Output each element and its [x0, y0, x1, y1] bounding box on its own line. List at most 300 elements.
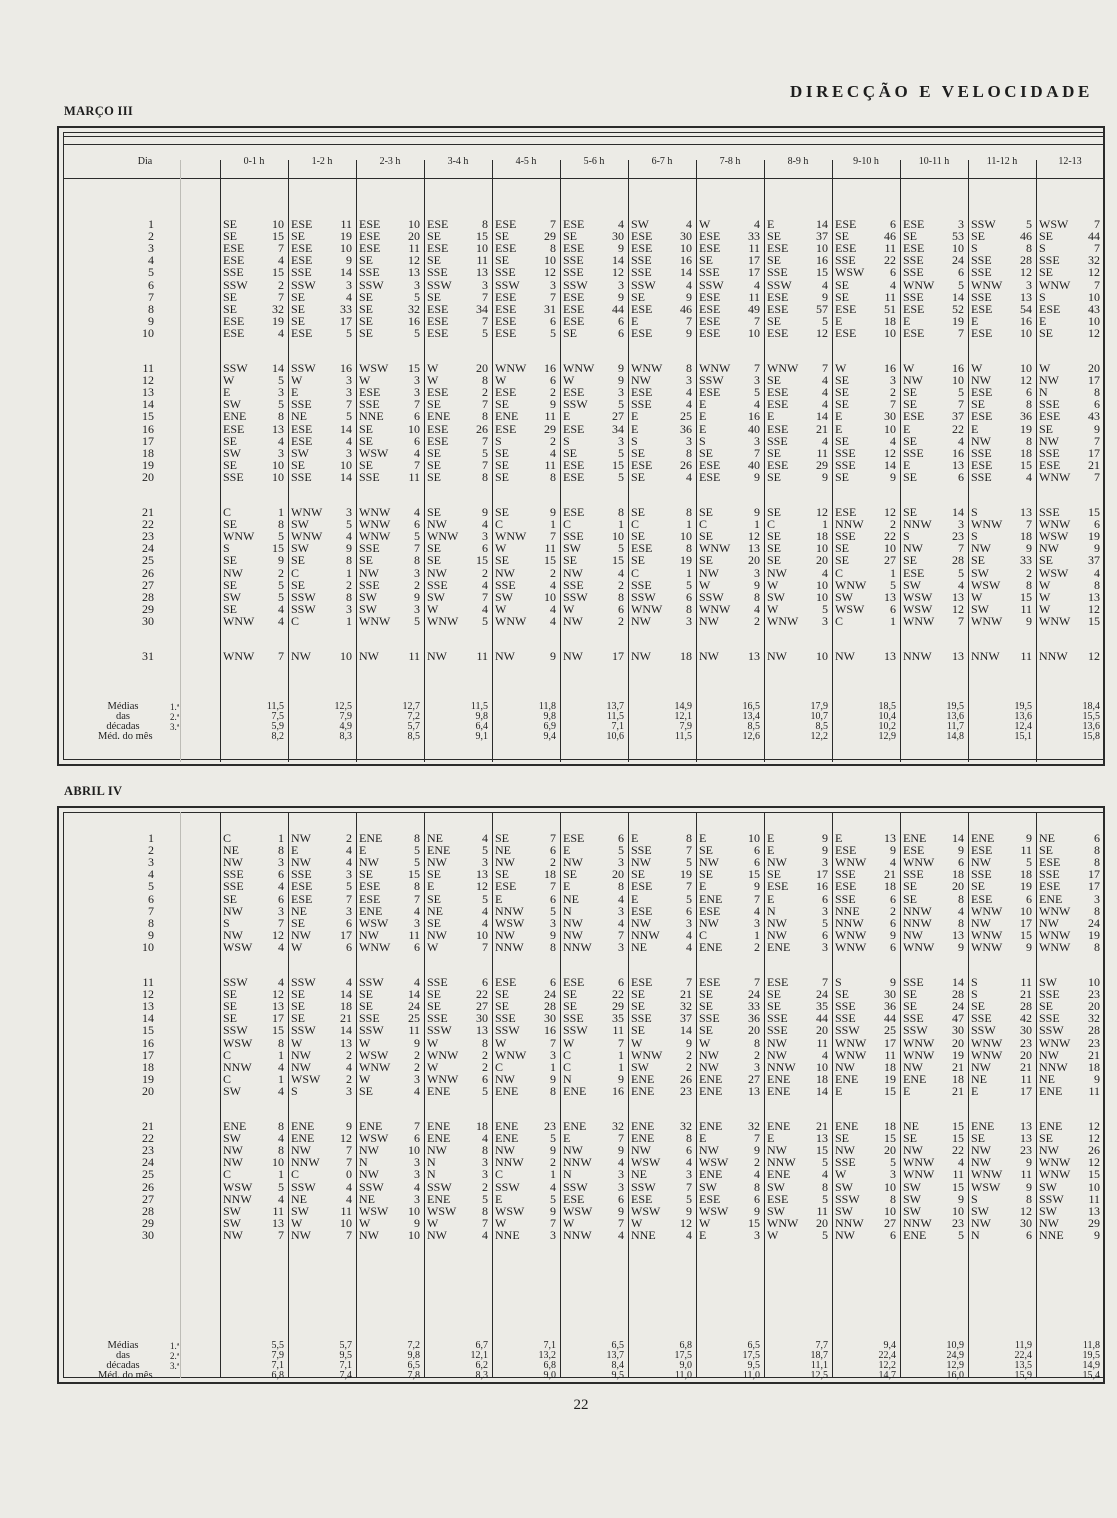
wind-speed: 4	[278, 613, 284, 628]
wind-speed: 19	[1020, 879, 1032, 894]
wind-direction: ESE	[767, 301, 789, 316]
wind-speed: 9	[414, 1035, 420, 1050]
wind-direction: SE	[903, 505, 918, 519]
average-value: 8,5	[747, 721, 760, 732]
wind-direction: NW	[631, 855, 651, 870]
wind-direction: SSE	[903, 253, 924, 268]
wind-direction: C	[223, 1071, 232, 1086]
wind-speed: 9	[958, 1191, 964, 1206]
wind-speed: 8	[754, 1179, 760, 1194]
wind-direction: SE	[563, 987, 578, 1002]
wind-direction: SE	[971, 397, 986, 412]
wind-direction: NE	[631, 1167, 647, 1182]
wind-speed: 9	[890, 469, 896, 484]
wind-speed: 6	[1026, 1227, 1032, 1242]
wind-direction: WSW	[631, 1155, 661, 1170]
wind-speed: 10	[1020, 903, 1032, 918]
wind-speed: 6	[414, 517, 420, 532]
wind-speed: 4	[482, 601, 488, 616]
wind-direction: ESE	[699, 325, 721, 340]
wind-speed: 7	[414, 457, 420, 472]
average-value: 9,5	[339, 1350, 352, 1361]
wind-direction: SSW	[223, 277, 248, 292]
wind-speed: 10	[952, 373, 964, 388]
wind-speed: 44	[816, 1011, 828, 1026]
wind-speed: 6	[754, 1191, 760, 1206]
wind-speed: 9	[958, 843, 964, 858]
wind-speed: 23	[1020, 1035, 1032, 1050]
wind-speed: 7	[1094, 277, 1100, 292]
wind-speed: 3	[346, 1083, 352, 1098]
wind-speed: 2	[278, 277, 284, 292]
wind-speed: 24	[952, 253, 964, 268]
wind-direction: ESE	[1039, 879, 1061, 894]
wind-direction: SE	[427, 229, 442, 244]
day-number: 2	[148, 843, 154, 858]
wind-speed: 19	[1088, 927, 1100, 942]
wind-direction: WNW	[835, 1035, 867, 1050]
wind-speed: 3	[278, 903, 284, 918]
wind-speed: 29	[816, 457, 828, 472]
wind-direction: ESE	[291, 879, 313, 894]
wind-direction: WNW	[631, 601, 663, 616]
wind-direction: ENE	[1039, 1119, 1063, 1133]
wind-direction: WSW	[1039, 565, 1069, 580]
wind-direction: NW	[699, 1059, 719, 1074]
wind-direction: WSW	[699, 1155, 729, 1170]
wind-direction: SE	[903, 999, 918, 1014]
wind-direction: ESE	[563, 241, 585, 256]
wind-speed: 13	[272, 1215, 284, 1230]
wind-direction: SW	[631, 1059, 649, 1074]
wind-speed: 4	[686, 469, 692, 484]
wind-speed: 21	[1020, 1059, 1032, 1074]
wind-speed: 36	[1020, 409, 1032, 424]
wind-speed: 3	[686, 613, 692, 628]
wind-direction: C	[835, 565, 844, 580]
header-hour: 0-1 h	[243, 156, 265, 167]
wind-speed: 6	[1094, 397, 1100, 412]
wind-speed: 4	[414, 975, 420, 989]
march-month-label: MARÇO III	[64, 104, 134, 118]
wind-direction: NW	[291, 1143, 311, 1158]
wind-direction: ENE	[495, 1131, 519, 1146]
wind-speed: 8	[482, 217, 488, 231]
wind-direction: SE	[495, 457, 510, 472]
wind-speed: 3	[550, 915, 556, 930]
average-bracket: 3.ª	[170, 722, 180, 732]
wind-direction: ENE	[291, 1131, 315, 1146]
wind-direction: SE	[291, 301, 306, 316]
wind-speed: 15	[952, 1131, 964, 1146]
wind-speed: 22	[952, 421, 964, 436]
wind-direction: SE	[971, 553, 986, 568]
wind-speed: 3	[346, 867, 352, 882]
wind-speed: 4	[686, 1155, 692, 1170]
wind-speed: 4	[890, 855, 896, 870]
wind-speed: 4	[278, 939, 284, 954]
wind-direction: SW	[427, 589, 445, 604]
wind-direction: NNE	[495, 1227, 520, 1242]
wind-speed: 35	[816, 999, 828, 1014]
wind-direction: W	[971, 589, 983, 604]
wind-speed: 6	[618, 313, 624, 328]
wind-direction: N	[427, 1155, 436, 1170]
header-hour: 7-8 h	[719, 156, 741, 167]
wind-direction: WNW	[835, 855, 867, 870]
wind-direction: SE	[699, 1023, 714, 1038]
day-number: 28	[142, 1203, 154, 1218]
wind-direction: WNW	[223, 613, 255, 628]
wind-speed: 24	[408, 999, 420, 1014]
wind-direction: ESE	[699, 385, 721, 400]
wind-direction: ESE	[903, 409, 925, 424]
wind-direction: ENE	[427, 1119, 451, 1133]
day-number: 20	[142, 1083, 154, 1098]
wind-direction: SE	[495, 987, 510, 1002]
wind-speed: 20	[952, 1035, 964, 1050]
wind-direction: SW	[223, 1131, 241, 1146]
wind-speed: 54	[1020, 301, 1032, 316]
wind-direction: E	[291, 385, 299, 400]
wind-speed: 6	[278, 867, 284, 882]
wind-speed: 10	[1020, 325, 1032, 340]
wind-speed: 14	[884, 457, 896, 472]
wind-speed: 28	[1020, 999, 1032, 1014]
wind-speed: 9	[618, 1203, 624, 1218]
wind-speed: 2	[754, 1155, 760, 1170]
wind-direction: WNW	[1039, 903, 1071, 918]
wind-direction: ESE	[1039, 301, 1061, 316]
wind-speed: 11	[748, 289, 760, 304]
wind-speed: 3	[1094, 891, 1100, 906]
wind-speed: 16	[748, 409, 760, 424]
wind-speed: 17	[612, 649, 624, 663]
wind-speed: 1	[890, 565, 896, 580]
wind-speed: 7	[278, 915, 284, 930]
wind-direction: SSE	[767, 265, 788, 280]
wind-speed: 23	[544, 1119, 556, 1133]
wind-speed: 6	[890, 891, 896, 906]
wind-direction: SE	[359, 301, 374, 316]
wind-speed: 16	[1020, 313, 1032, 328]
wind-direction: NNW	[563, 939, 592, 954]
wind-direction: NW	[971, 915, 991, 930]
wind-speed: 2	[414, 577, 420, 592]
wind-speed: 8	[414, 879, 420, 894]
wind-direction: ESE	[631, 541, 653, 556]
wind-speed: 37	[952, 409, 964, 424]
wind-speed: 15	[272, 265, 284, 280]
wind-direction: NW	[767, 1143, 787, 1158]
wind-direction: ENE	[563, 1119, 587, 1133]
wind-direction: W	[359, 1071, 371, 1086]
wind-direction: SSE	[971, 253, 992, 268]
wind-direction: SSE	[835, 457, 856, 472]
wind-speed: 9	[414, 1215, 420, 1230]
wind-speed: 11	[544, 409, 556, 424]
wind-direction: NW	[1039, 915, 1059, 930]
wind-speed: 4	[278, 253, 284, 268]
wind-direction: NW	[631, 1143, 651, 1158]
wind-direction: E	[835, 421, 843, 436]
wind-direction: SSE	[1039, 397, 1060, 412]
wind-direction: SW	[1039, 1179, 1057, 1194]
wind-direction: W	[359, 1215, 371, 1230]
wind-speed: 5	[482, 1083, 488, 1098]
wind-speed: 30	[612, 229, 624, 244]
wind-speed: 4	[686, 217, 692, 231]
wind-speed: 30	[952, 1023, 964, 1038]
wind-speed: 10	[272, 1155, 284, 1170]
wind-speed: 7	[822, 361, 828, 375]
wind-direction: NW	[563, 1143, 583, 1158]
wind-speed: 7	[414, 541, 420, 556]
wind-direction: SE	[223, 457, 238, 472]
wind-direction: SSE	[359, 1011, 380, 1026]
wind-speed: 5	[346, 325, 352, 340]
wind-speed: 3	[346, 445, 352, 460]
wind-direction: W	[1039, 601, 1051, 616]
wind-direction: SW	[835, 1179, 853, 1194]
wind-speed: 32	[680, 999, 692, 1014]
wind-speed: 17	[1088, 879, 1100, 894]
wind-direction: WSW	[359, 1203, 389, 1218]
wind-direction: ENE	[631, 1083, 655, 1098]
wind-speed: 6	[550, 843, 556, 858]
wind-speed: 9	[822, 843, 828, 858]
wind-speed: 8	[414, 553, 420, 568]
wind-direction: SE	[767, 469, 782, 484]
wind-speed: 3	[618, 433, 624, 448]
wind-direction: WNW	[903, 1035, 935, 1050]
wind-speed: 12	[1020, 265, 1032, 280]
wind-speed: 12	[272, 987, 284, 1002]
wind-direction: E	[699, 1131, 707, 1146]
wind-speed: 53	[952, 229, 964, 244]
wind-direction: NE	[971, 1071, 987, 1086]
wind-direction: SSE	[427, 265, 448, 280]
wind-speed: 9	[890, 975, 896, 989]
average-value: 6,5	[407, 1360, 420, 1371]
wind-direction: SE	[903, 469, 918, 484]
wind-speed: 4	[550, 577, 556, 592]
wind-direction: SSW	[699, 373, 724, 388]
wind-speed: 5	[1026, 855, 1032, 870]
day-number: 25	[142, 1167, 154, 1182]
wind-direction: ESE	[359, 217, 381, 231]
wind-speed: 4	[346, 529, 352, 544]
average-value: 11,7	[946, 721, 964, 732]
wind-speed: 18	[476, 1119, 488, 1133]
wind-direction: W	[291, 1215, 303, 1230]
wind-direction: ESE	[699, 313, 721, 328]
wind-direction: E	[835, 409, 843, 424]
wind-direction: W	[563, 601, 575, 616]
wind-direction: NW	[495, 565, 515, 580]
wind-direction: SE	[291, 553, 306, 568]
wind-direction: SSE	[631, 397, 652, 412]
wind-direction: ESE	[699, 469, 721, 484]
wind-speed: 15	[1020, 457, 1032, 472]
wind-speed: 10	[884, 1179, 896, 1194]
april-month-label: ABRIL IV	[64, 784, 123, 798]
wind-direction: SE	[835, 987, 850, 1002]
wind-direction: SE	[903, 397, 918, 412]
wind-speed: 13	[272, 999, 284, 1014]
wind-speed: 9	[754, 577, 760, 592]
wind-direction: WSW	[223, 1035, 253, 1050]
wind-speed: 5	[482, 843, 488, 858]
wind-speed: 7	[278, 289, 284, 304]
wind-speed: 4	[754, 601, 760, 616]
wind-direction: SE	[767, 445, 782, 460]
wind-direction: W	[495, 373, 507, 388]
wind-direction: C	[495, 1059, 504, 1074]
wind-speed: 8	[1026, 241, 1032, 256]
wind-direction: ESE	[223, 325, 245, 340]
wind-direction: NNW	[835, 1215, 864, 1230]
wind-direction: E	[903, 421, 911, 436]
wind-speed: 49	[748, 301, 760, 316]
wind-speed: 20	[1088, 999, 1100, 1014]
wind-direction: ENE	[903, 1071, 927, 1086]
average-value: 6,8	[679, 1340, 692, 1351]
wind-direction: ENE	[767, 1071, 791, 1086]
wind-direction: SSW	[291, 975, 316, 989]
column-divider	[180, 160, 181, 762]
wind-speed: 6	[346, 939, 352, 954]
wind-speed: 13	[748, 1083, 760, 1098]
wind-speed: 12	[680, 1215, 692, 1230]
wind-speed: 23	[952, 529, 964, 544]
wind-speed: 13	[1020, 1131, 1032, 1146]
wind-direction: WNW	[427, 1071, 459, 1086]
wind-direction: SE	[223, 999, 238, 1014]
wind-direction: SSE	[359, 577, 380, 592]
wind-direction: WSW	[359, 915, 389, 930]
wind-speed: 8	[414, 831, 420, 845]
wind-speed: 11	[884, 1047, 896, 1062]
wind-direction: ESE	[563, 421, 585, 436]
wind-direction: ENE	[699, 1167, 723, 1182]
wind-speed: 4	[618, 217, 624, 231]
wind-direction: NNW	[563, 1155, 592, 1170]
wind-speed: 28	[952, 987, 964, 1002]
wind-speed: 5	[278, 577, 284, 592]
wind-direction: WNW	[903, 613, 935, 628]
wind-speed: 30	[544, 1011, 556, 1026]
wind-speed: 3	[550, 1047, 556, 1062]
wind-direction: WNW	[835, 927, 867, 942]
wind-direction: SSW	[563, 1179, 588, 1194]
wind-direction: WNW	[359, 529, 391, 544]
wind-direction: NW	[835, 649, 855, 663]
wind-speed: 9	[278, 553, 284, 568]
average-value: 13,6	[1082, 721, 1100, 732]
wind-direction: SE	[291, 577, 306, 592]
wind-speed: 4	[346, 433, 352, 448]
wind-direction: SE	[835, 385, 850, 400]
wind-speed: 12	[272, 927, 284, 942]
wind-speed: 17	[1088, 445, 1100, 460]
wind-direction: NW	[563, 613, 583, 628]
wind-direction: SSW	[427, 1179, 452, 1194]
wind-direction: NW	[767, 649, 787, 663]
wind-direction: SW	[903, 1179, 921, 1194]
wind-speed: 30	[476, 1011, 488, 1026]
wind-direction: SSE	[563, 529, 584, 544]
wind-speed: 52	[952, 301, 964, 316]
wind-direction: SSE	[903, 445, 924, 460]
average-value: 5,7	[339, 1340, 352, 1351]
average-value: 10,2	[878, 721, 896, 732]
wind-speed: 9	[1026, 1179, 1032, 1194]
wind-direction: SW	[223, 1215, 241, 1230]
wind-direction: SE	[427, 505, 442, 519]
wind-speed: 6	[482, 541, 488, 556]
wind-direction: SSE	[1039, 1011, 1060, 1026]
average-value: 6,7	[475, 1340, 488, 1351]
wind-speed: 6	[1094, 831, 1100, 845]
wind-direction: ESE	[291, 433, 313, 448]
wind-direction: ESE	[563, 313, 585, 328]
wind-direction: ESE	[427, 301, 449, 316]
average-value: 12,9	[946, 1360, 964, 1371]
wind-direction: W	[1039, 361, 1051, 375]
wind-speed: 4	[346, 1059, 352, 1074]
wind-direction: WSW	[495, 1203, 525, 1218]
wind-speed: 27	[884, 1215, 896, 1230]
wind-direction: NE	[1039, 831, 1055, 845]
wind-speed: 10	[884, 541, 896, 556]
wind-speed: 17	[1020, 1083, 1032, 1098]
wind-direction: SE	[631, 529, 646, 544]
wind-speed: 4	[754, 903, 760, 918]
wind-direction: SE	[699, 999, 714, 1014]
wind-speed: 6	[414, 1131, 420, 1146]
wind-speed: 4	[822, 565, 828, 580]
wind-direction: E	[631, 409, 639, 424]
wind-speed: 12	[1020, 373, 1032, 388]
wind-speed: 17	[340, 313, 352, 328]
wind-speed: 5	[550, 325, 556, 340]
day-number: 30	[142, 1227, 154, 1242]
wind-direction: C	[563, 517, 572, 532]
wind-speed: 15	[544, 553, 556, 568]
wind-speed: 9	[414, 589, 420, 604]
wind-speed: 15	[748, 1215, 760, 1230]
wind-direction: ENE	[699, 1071, 723, 1086]
wind-speed: 3	[754, 565, 760, 580]
average-value: 11,1	[810, 1360, 828, 1371]
day-number: 14	[142, 397, 154, 412]
wind-speed: 26	[476, 421, 488, 436]
wind-direction: NNW	[563, 1227, 592, 1242]
wind-direction: NW	[971, 855, 991, 870]
wind-direction: SSE	[563, 253, 584, 268]
day-number: 12	[142, 987, 154, 1002]
wind-direction: WNW	[971, 1167, 1003, 1182]
wind-speed: 5	[618, 445, 624, 460]
wind-speed: 21	[1088, 457, 1100, 472]
average-label: décadas	[106, 1360, 140, 1371]
wind-speed: 11	[748, 241, 760, 256]
wind-speed: 7	[958, 541, 964, 556]
wind-speed: 5	[278, 529, 284, 544]
wind-direction: WNW	[1039, 1035, 1071, 1050]
wind-speed: 9	[618, 1071, 624, 1086]
